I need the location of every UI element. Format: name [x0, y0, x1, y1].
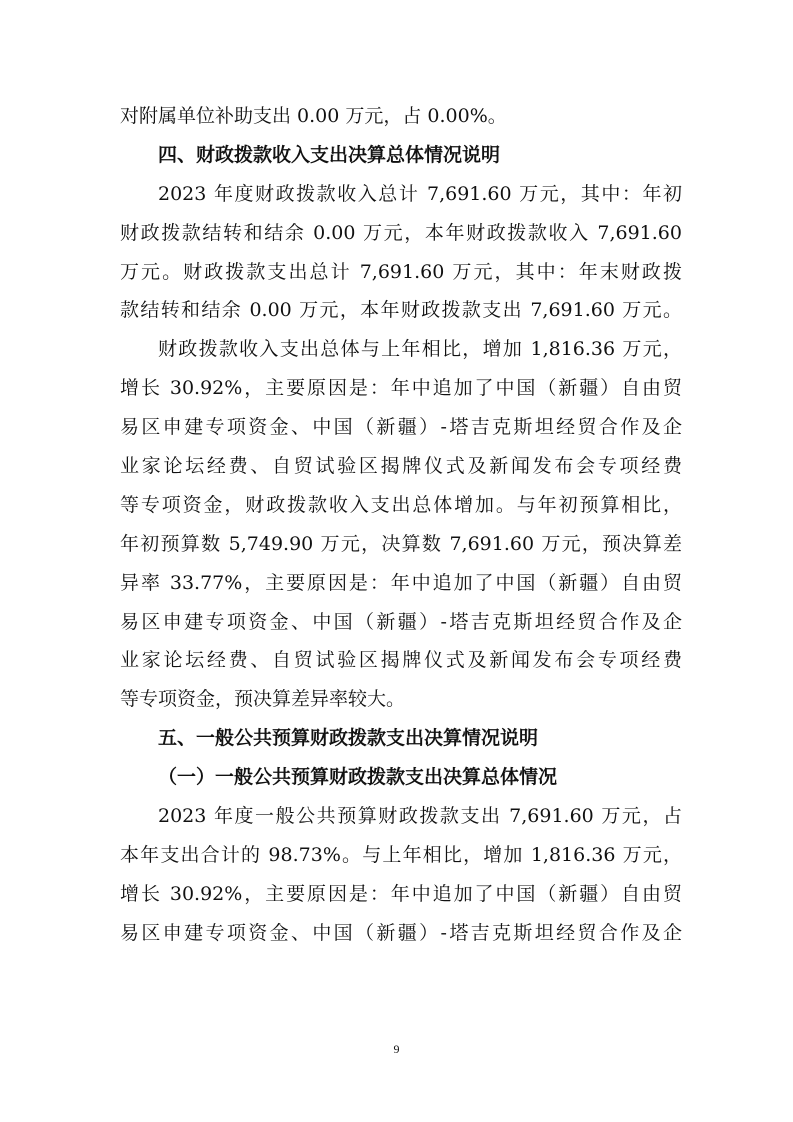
paragraph-line: 业家论坛经费、自贸试验区揭牌仪式及新闻发布会专项经费: [120, 649, 682, 672]
paragraph-line: 财政拨款结转和结余 0.00 万元，本年财政拨款收入 7,691.60: [120, 221, 682, 244]
page-number: 9: [393, 1042, 400, 1056]
paragraph-line: 异率 33.77%，主要原因是：年中追加了中国（新疆）自由贸: [120, 571, 682, 594]
paragraph-line: 易区申建专项资金、中国（新疆）-塔吉克斯坦经贸合作及企: [120, 921, 682, 944]
paragraph-line: 本年支出合计的 98.73%。与上年相比，增加 1,816.36 万元，: [120, 843, 682, 866]
document-body: [120, 97, 682, 953]
section-heading-5: 五、一般公共预算财政拨款支出决算情况说明: [158, 727, 539, 750]
paragraph-line: 款结转和结余 0.00 万元，本年财政拨款支出 7,691.60 万元。: [120, 299, 682, 322]
paragraph-line: 业家论坛经费、自贸试验区揭牌仪式及新闻发布会专项经费: [120, 455, 682, 478]
paragraph-line: 2023 年度财政拨款收入总计 7,691.60 万元，其中：年初: [158, 182, 682, 205]
paragraph-line: 增长 30.92%，主要原因是：年中追加了中国（新疆）自由贸: [120, 377, 682, 400]
section-heading-4: 四、财政拨款收入支出决算总体情况说明: [158, 143, 501, 166]
paragraph-line: 等专项资金，财政拨款收入支出总体增加。与年初预算相比，: [120, 493, 682, 516]
paragraph-line: 等专项资金，预决算差异率较大。: [120, 688, 406, 711]
paragraph-line: 易区申建专项资金、中国（新疆）-塔吉克斯坦经贸合作及企: [120, 416, 682, 439]
subsection-heading-5-1: （一）一般公共预算财政拨款支出决算总体情况: [158, 766, 558, 789]
paragraph-line: 易区申建专项资金、中国（新疆）-塔吉克斯坦经贸合作及企: [120, 610, 682, 633]
paragraph-line: 对附属单位补助支出 0.00 万元，占 0.00%。: [120, 105, 507, 127]
paragraph-line: 财政拨款收入支出总体与上年相比，增加 1,816.36 万元，: [158, 338, 682, 361]
paragraph-line: 万元。财政拨款支出总计 7,691.60 万元，其中：年末财政拨: [120, 260, 682, 283]
paragraph-line: 增长 30.92%，主要原因是：年中追加了中国（新疆）自由贸: [120, 882, 682, 905]
paragraph-line: 年初预算数 5,749.90 万元，决算数 7,691.60 万元，预决算差: [120, 532, 682, 555]
paragraph-line: 2023 年度一般公共预算财政拨款支出 7,691.60 万元，占: [158, 805, 682, 828]
